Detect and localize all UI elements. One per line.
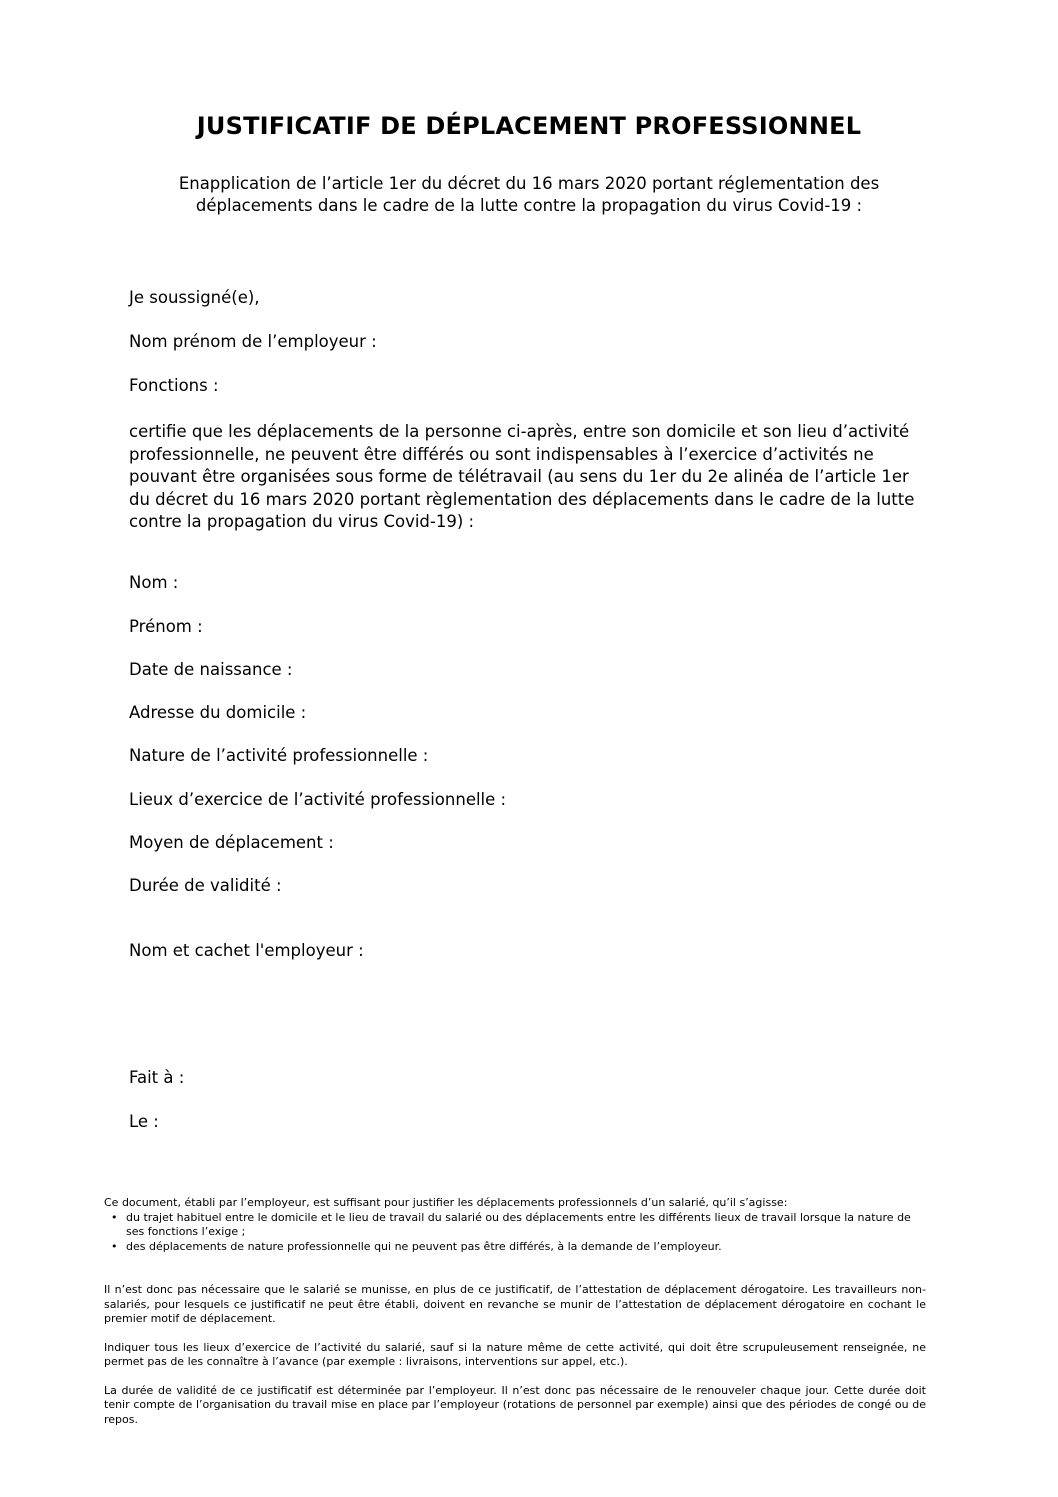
document-subtitle: Enapplication de l’article 1er du décret du 16 mars 2020 portant réglementation des déplacements dans le cadre de la lutte contre la propagation du virus Covid-19 : bbox=[178, 174, 880, 215]
activity-places-label: Lieux d’exercice de l’activité professionnelle : bbox=[129, 790, 507, 809]
footer-bullet-list bbox=[104, 1211, 926, 1255]
place-label: Fait à : bbox=[129, 1068, 185, 1087]
footer-bullet-item: • des déplacements de nature professionnelle qui ne peuvent pas être différés, à la demande de l’employeur. bbox=[123, 1240, 926, 1255]
employer-stamp-label: Nom et cachet l'employeur : bbox=[129, 941, 364, 960]
footer-paragraph-places: Indiquer tous les lieux d’exercice de l’activité du salarié, sauf si la nature même de cette activité, qui doit être scrupuleusement renseignée, ne permet pas de les connaître à l’avance (par exemple : livraisons, interventions sur appel, etc.). bbox=[104, 1340, 926, 1368]
last-name-label: Nom : bbox=[129, 573, 179, 592]
footer-paragraph-validity: La durée de validité de ce justificatif est déterminée par l’employeur. Il n’est donc pas nécessaire de le renouveler chaque jour. Cette durée doit tenir compte de l’organisation du travail mise en place par l’employeur (rotations de personnel par exemple) ainsi que des périodes de congé ou de repos. bbox=[104, 1383, 926, 1426]
employer-name-label: Nom prénom de l’employeur : bbox=[129, 332, 377, 351]
functions-label: Fonctions : bbox=[129, 376, 219, 395]
birth-date-label: Date de naissance : bbox=[129, 660, 293, 679]
undersigned-label: Je soussigné(e), bbox=[129, 288, 260, 307]
first-name-label: Prénom : bbox=[129, 617, 203, 636]
activity-nature-label: Nature de l’activité professionnelle : bbox=[129, 746, 429, 765]
footer-paragraph-attestation: Il n’est donc pas nécessaire que le salarié se munisse, en plus de ce justificatif, de l’attestation de déplacement dérogatoire. Les travailleurs non-salariés, pour lesquels ce justificatif ne peut être établi, doivent en revanche se munir de l’attestation de déplacement dérogatoire en cochant le premier motif de déplacement. bbox=[104, 1283, 926, 1325]
footer-intro: Ce document, établi par l’employeur, est suffisant pour justifier les déplacements professionnels d’un salarié, qu’il s’agisse: bbox=[104, 1196, 788, 1209]
date-label: Le : bbox=[129, 1112, 159, 1131]
home-address-label: Adresse du domicile : bbox=[129, 703, 307, 722]
validity-label: Durée de validité : bbox=[129, 876, 282, 895]
footer-bullet-item: • du trajet habituel entre le domicile et le lieu de travail du salarié ou des déplacements entre les différents lieux de travail lorsque la nature de ses fonctions l’exige ; bbox=[123, 1211, 926, 1240]
document-title: JUSTIFICATIF DE DÉPLACEMENT PROFESSIONNEL bbox=[196, 112, 862, 140]
footer-notes bbox=[104, 1196, 926, 1427]
transport-label: Moyen de déplacement : bbox=[129, 833, 334, 852]
certification-text: certifie que les déplacements de la personne ci-après, entre son domicile et son lieu d’activité professionnelle, ne peuvent être différés ou sont indispensables à l’exercice d’activités ne pouvant être organisées sous forme de télétravail (au sens du 1er du 2e alinéa de l’article 1er du décret du 16 mars 2020 portant règlementation des déplacements dans le cadre de la lutte contre la propagation du virus Covid-19) : bbox=[129, 422, 915, 531]
